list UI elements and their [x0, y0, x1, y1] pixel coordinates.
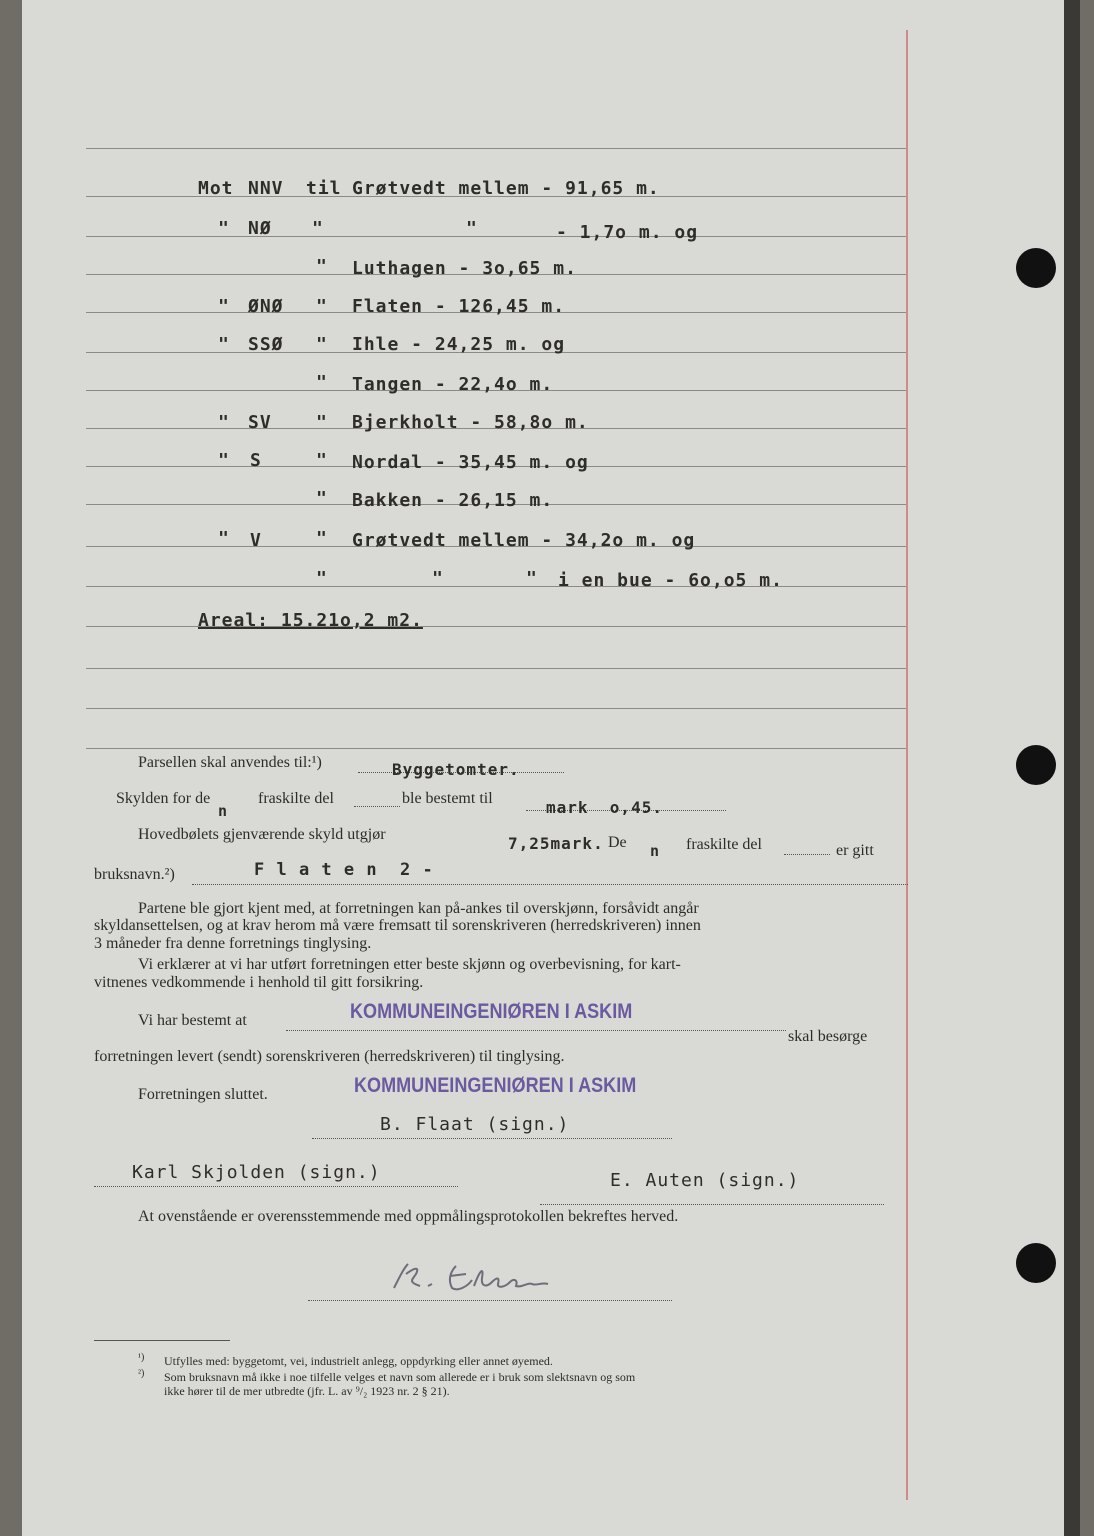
para2-line2: vitnenes vedkommende i henhold til gitt forsikring.: [94, 974, 424, 991]
official-stamp: KOMMUNEINGENIØREN I ASKIM: [350, 1000, 633, 1023]
ruled-line: [86, 148, 906, 149]
boundary-desc: Tangen - 22,4o m.: [352, 374, 554, 395]
footnote-2-line2: ikke hører til de mer utbredte (jfr. L. av ⁹/₂ 1923 nr. 2 § 21).: [164, 1384, 450, 1398]
skyld-value: mark o,45.: [546, 798, 663, 817]
til-word: til: [306, 178, 342, 199]
boundary-desc: - 1,7o m. og: [556, 222, 699, 243]
boundary-desc: Ihle - 24,25 m. og: [352, 334, 566, 355]
boundary-desc: Grøtvedt mellem - 91,65 m.: [352, 178, 660, 199]
ditto-mark: ": [316, 296, 328, 317]
boundary-desc: Nordal - 35,45 m. og: [352, 452, 589, 473]
bruksnavn-label: bruksnavn.²): [94, 866, 175, 883]
signature-line: [308, 1300, 672, 1301]
binding-edge: [1064, 0, 1080, 1536]
punch-hole-icon: [1016, 745, 1056, 785]
hoved-label: Hovedbølets gjenværende skyld utgjør: [138, 826, 386, 843]
hoved-label-3: fraskilte del: [686, 836, 762, 853]
footnote-2-line1: Som bruksnavn må ikke i noe tilfelle velges et navn som allerede er i bruk som slektsnavn og som: [164, 1370, 636, 1384]
ditto-mark: ": [218, 450, 230, 471]
direction-prefix: Mot: [198, 178, 234, 199]
direction: S: [250, 450, 262, 471]
skyld-label-3: ble bestemt til: [402, 790, 493, 807]
direction: NØ: [248, 218, 272, 239]
para1-line3: 3 måneder fra denne forretnings tinglysing.: [94, 935, 372, 952]
bestemt-label: Vi har bestemt at: [138, 1012, 247, 1029]
hoved-value: 7,25mark.: [508, 834, 604, 853]
ditto-mark: ": [312, 218, 324, 239]
punch-hole-icon: [1016, 1243, 1056, 1283]
signature-line: [312, 1138, 672, 1139]
footnote-mark: ²): [138, 1368, 145, 1379]
hoved-label-4: er gitt: [836, 842, 874, 859]
ditto-mark: ": [316, 334, 328, 355]
areal-total: Areal: 15.21o,2 m2.: [198, 610, 423, 631]
para1-line1: Partene ble gjort kjent med, at forretningen kan på-ankes til overskjønn, forsåvidt angår: [138, 900, 699, 917]
para2-line1: Vi erklærer at vi har utført forretningen etter beste skjønn og overbevisning, for kart-: [138, 956, 681, 973]
boundary-desc: Grøtvedt mellem - 34,2o m. og: [352, 530, 696, 551]
ruled-line: [86, 586, 906, 587]
footnote-mark: ¹): [138, 1352, 145, 1363]
skyld-n: n: [218, 802, 229, 820]
signature-skjolden: Karl Skjolden (sign.): [132, 1162, 381, 1183]
punch-hole-icon: [1016, 248, 1056, 288]
document-page: [22, 0, 1080, 1536]
ditto-mark: ": [466, 218, 478, 239]
skyld-label: Skylden for de: [116, 790, 211, 807]
red-margin-line: [906, 30, 908, 1500]
sluttet-text: Forretningen sluttet.: [138, 1086, 268, 1103]
direction: SSØ: [248, 334, 284, 355]
boundary-desc: Luthagen - 3o,65 m.: [352, 258, 577, 279]
signature-flaat: B. Flaat (sign.): [380, 1114, 570, 1135]
direction: SV: [248, 412, 272, 433]
ruled-line: [86, 748, 906, 749]
fill-line: [286, 1030, 786, 1031]
ditto-mark: ": [316, 528, 328, 549]
boundary-desc: Bjerkholt - 58,8o m.: [352, 412, 589, 433]
ditto-mark: ": [316, 488, 328, 509]
use-value: Byggetomter.: [392, 760, 520, 779]
ditto-mark: ": [218, 412, 230, 433]
ditto-mark: ": [218, 334, 230, 355]
handwritten-signature: [386, 1258, 576, 1296]
para1-line2: skyldansettelsen, og at krav herom må være fremsatt til sorenskriveren (herredskriveren) innen: [94, 917, 701, 934]
bruksnavn-value: F l a t e n 2 -: [254, 860, 434, 880]
ditto-mark: ": [316, 256, 328, 277]
direction: V: [250, 530, 262, 551]
direction: ØNØ: [248, 296, 284, 317]
ditto-mark: ": [316, 568, 328, 589]
footnote-1: Utfylles med: byggetomt, vei, industrielt anlegg, oppdyrking eller annet øyemed.: [164, 1354, 553, 1368]
footnote-divider: [94, 1340, 230, 1341]
ditto-mark: ": [316, 372, 328, 393]
fill-line: [354, 806, 400, 807]
direction: NNV: [248, 178, 284, 199]
hoved-label-2: De: [608, 834, 627, 851]
signature-auten: E. Auten (sign.): [610, 1170, 800, 1191]
ruled-line: [86, 236, 906, 237]
ditto-mark: ": [316, 450, 328, 471]
ditto-mark: ": [526, 568, 538, 589]
skyld-label-2: fraskilte del: [258, 790, 334, 807]
bekreftes-text: At ovenstående er overensstemmende med oppmålingsprotokollen bekreftes herved.: [138, 1208, 679, 1225]
ruled-line: [86, 668, 906, 669]
hoved-n: n: [650, 842, 661, 860]
official-stamp: KOMMUNEINGENIØREN I ASKIM: [354, 1074, 637, 1097]
levert-text: forretningen levert (sendt) sorenskriveren (herredskriveren) til tinglysing.: [94, 1048, 565, 1065]
ditto-mark: ": [218, 296, 230, 317]
fill-line: [192, 884, 908, 885]
signature-line: [94, 1186, 458, 1187]
ruled-line: [86, 708, 906, 709]
ditto-mark: ": [218, 218, 230, 239]
boundary-desc: Flaten - 126,45 m.: [352, 296, 566, 317]
ditto-mark: ": [218, 528, 230, 549]
boundary-desc: i en bue - 6o,o5 m.: [558, 570, 783, 591]
ditto-mark: ": [316, 412, 328, 433]
boundary-desc: Bakken - 26,15 m.: [352, 490, 554, 511]
signature-line: [540, 1204, 884, 1205]
use-label: Parsellen skal anvendes til:¹): [138, 754, 322, 771]
bestemt-label-2: skal besørge: [788, 1028, 868, 1045]
ditto-mark: ": [432, 568, 444, 589]
fill-line: [784, 854, 830, 855]
